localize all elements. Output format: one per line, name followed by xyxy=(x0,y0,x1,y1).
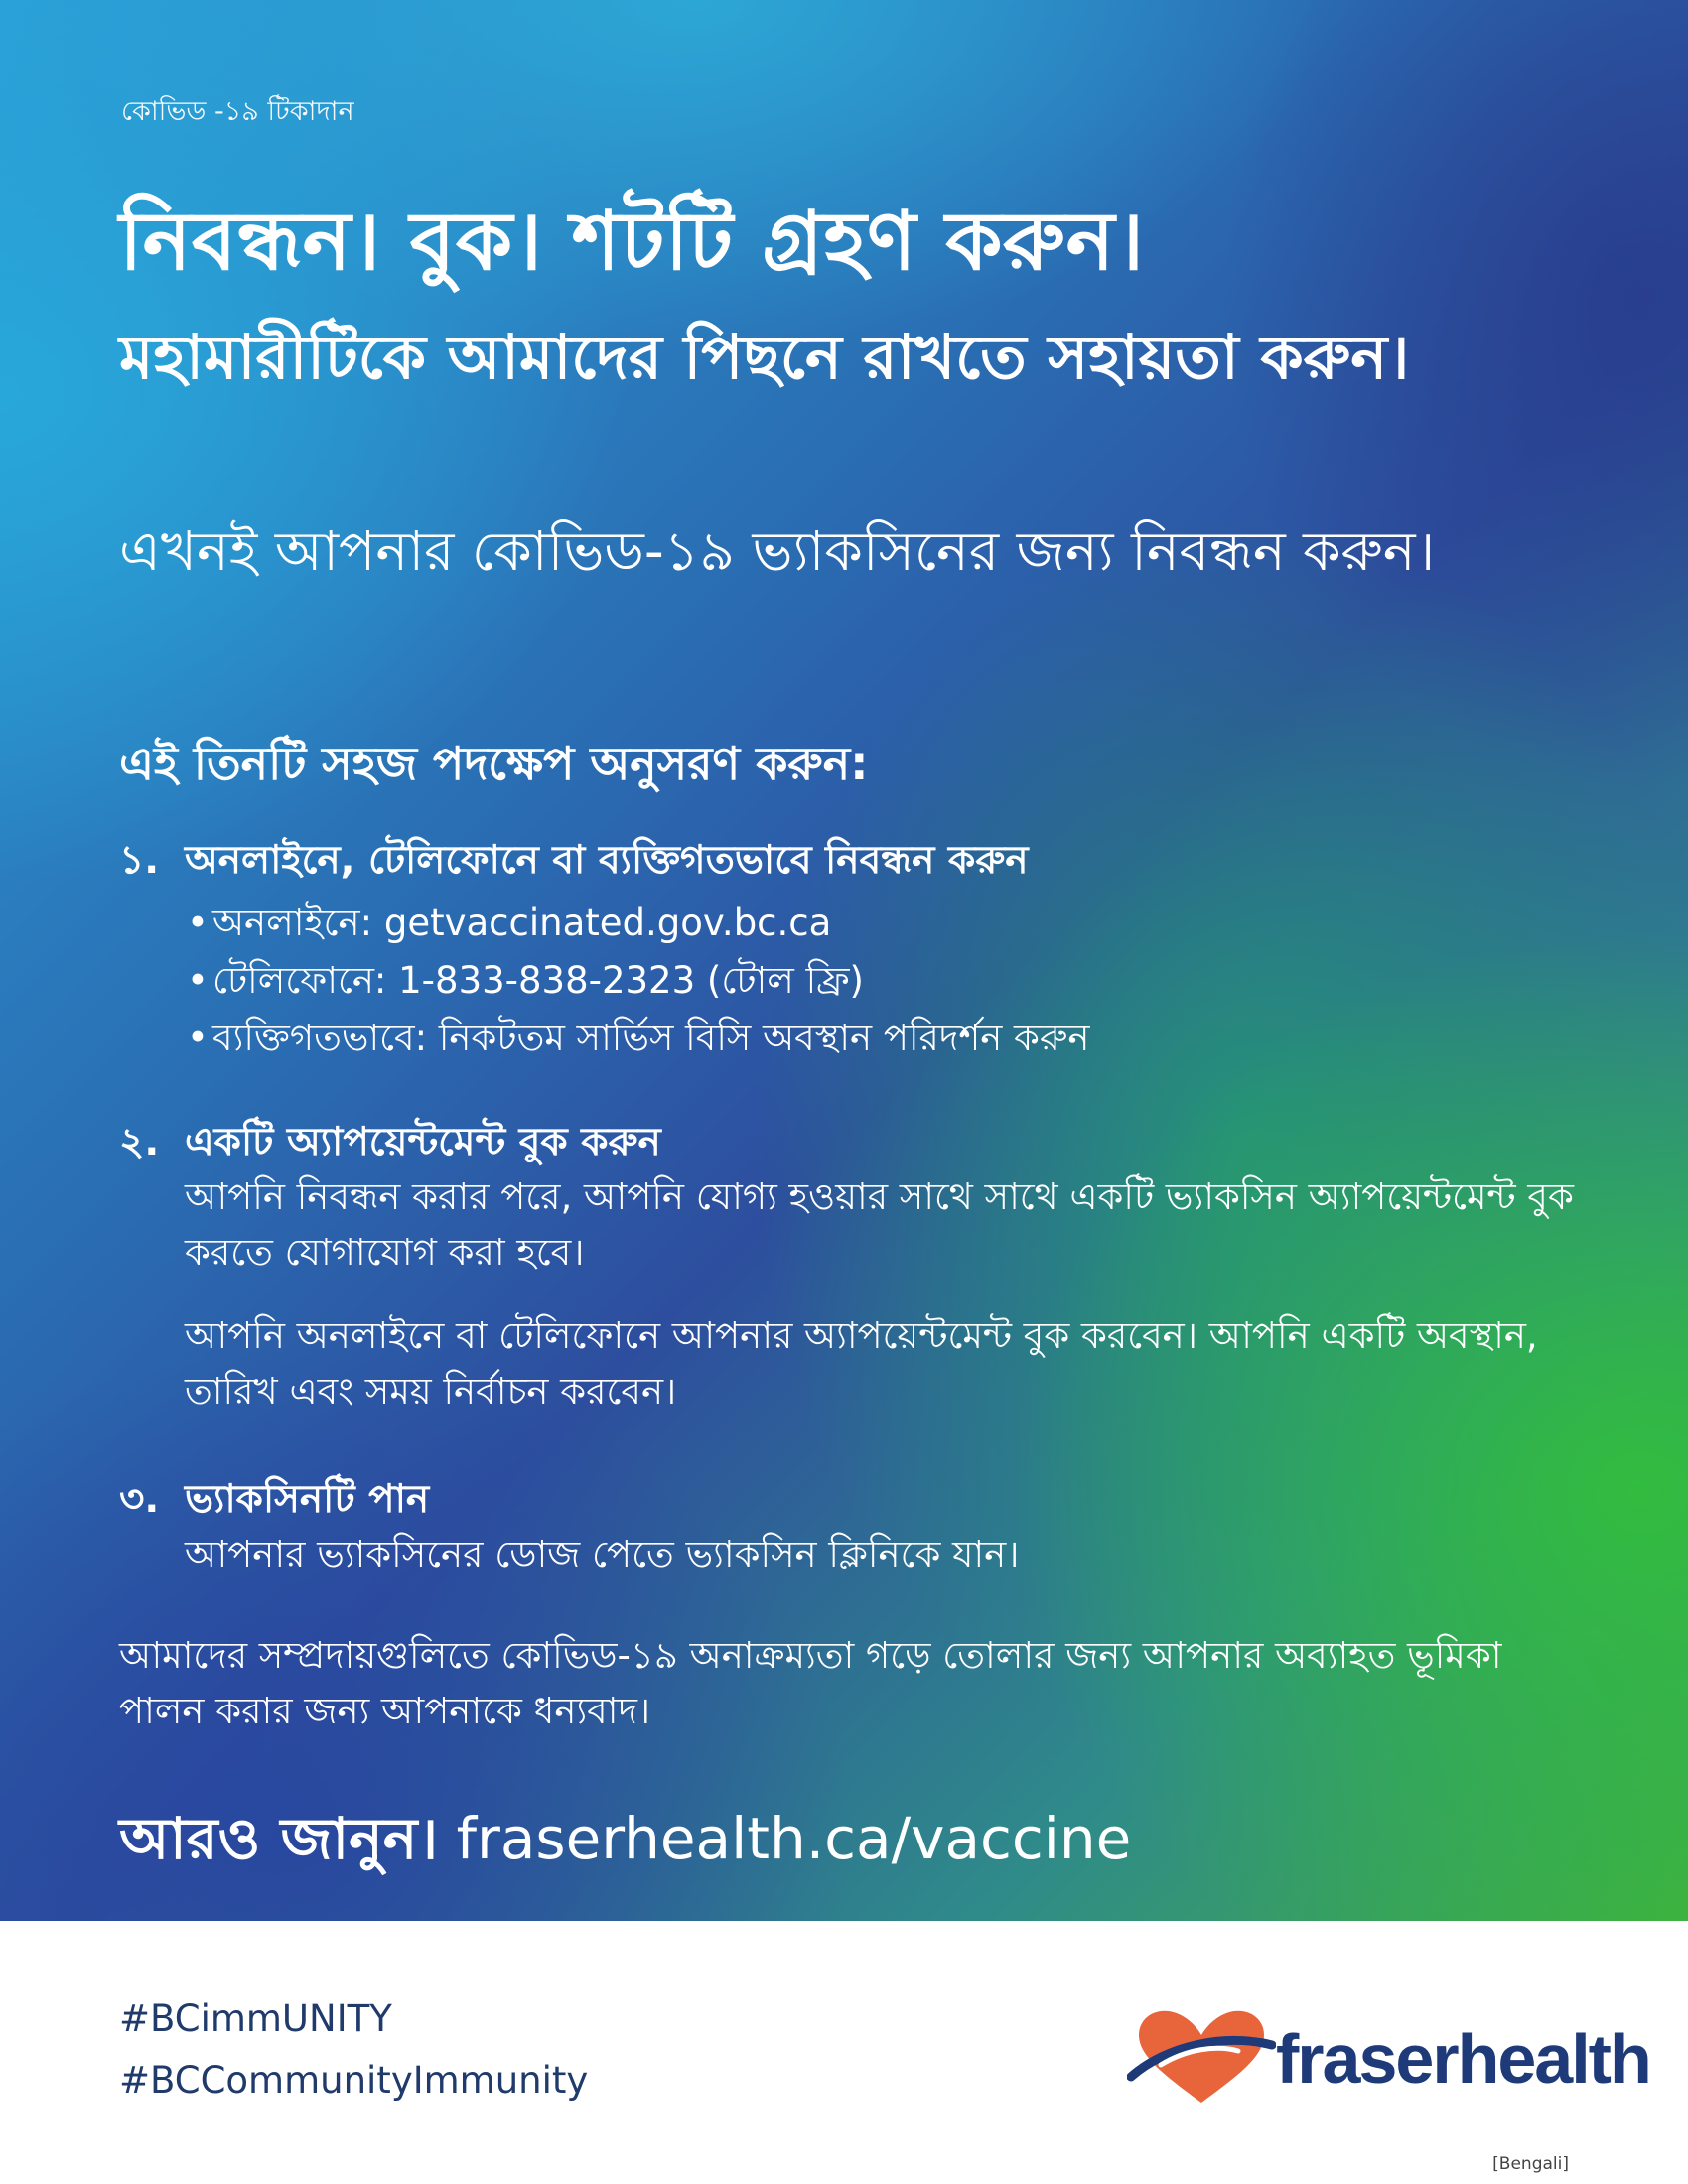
bullet-phone-text: টেলিফোনে: 1-833-838-2323 (টোল ফ্রি) xyxy=(212,959,864,1002)
step-2-paragraph-1: আপনি নিবন্ধন করার পরে, আপনি যোগ্য হওয়ার সাথে সাথে একটি ভ্যাকসিন অ্যাপয়েন্টমেন্ট বুক করতে যোগাযোগ করা হবে। xyxy=(185,1175,1574,1274)
bullet-online-text: অনলাইনে: getvaccinated.gov.bc.ca xyxy=(212,901,832,944)
step-3-title: ভ্যাকসিনটি পান xyxy=(185,1477,430,1522)
step-1-number: ১. xyxy=(119,838,160,883)
learn-more-label: আরও জানুন। xyxy=(119,1805,439,1872)
intro-text: এখনই আপনার কোভিড-১৯ ভ্যাকসিনের জন্য নিবন্ধন করুন। xyxy=(119,519,1436,583)
step-2-paragraph-2: আপনি অনলাইনে বা টেলিফোনে আপনার অ্যাপয়েন্টমেন্ট বুক করবেন। আপনি একটি অবস্থান, তারিখ এবং সময় নির্বাচন করবেন। xyxy=(185,1314,1538,1413)
bullet-dot: • xyxy=(187,1017,209,1059)
learn-more xyxy=(119,1795,1131,1891)
brand-wordmark: fraserhealth xyxy=(1276,2020,1650,2098)
hashtag-bcimmunity: #BCimmUNITY xyxy=(119,1997,392,2040)
step-3-paragraph: আপনার ভ্যাকসিনের ডোজ পেতে ভ্যাকসিন ক্লিনিকে যান। xyxy=(185,1533,1020,1575)
bullet-in-person-text: ব্যক্তিগতভাবে: নিকটতম সার্ভিস বিসি অবস্থান পরিদর্শন করুন xyxy=(212,1017,1090,1059)
language-tag: [Bengali] xyxy=(1492,2154,1569,2174)
fraserhealth-logo xyxy=(1127,2005,1650,2110)
bullet-dot: • xyxy=(187,959,209,1002)
kicker: কোভিড -১৯ টিকাদান xyxy=(121,96,354,127)
step-2-title: একটি অ্যাপয়েন্টমেন্ট বুক করুন xyxy=(185,1120,661,1164)
step-1-title: অনলাইনে, টেলিফোনে বা ব্যক্তিগতভাবে নিবন্ধন করুন xyxy=(185,838,1029,883)
bullet-online xyxy=(187,893,831,956)
subheadline: মহামারীটিকে আমাদের পিছনে রাখতে সহায়তা করুন। xyxy=(119,321,1410,393)
heart-logo-icon xyxy=(1127,2005,1276,2110)
learn-more-link[interactable]: fraserhealth.ca/vaccine xyxy=(456,1805,1132,1872)
steps-title: এই তিনটি সহজ পদক্ষেপ অনুসরণ করুন: xyxy=(119,737,869,790)
bullet-in-person xyxy=(187,1009,1089,1071)
hashtag-bccommunityimmunity: #BCCommunityImmunity xyxy=(119,2059,589,2102)
bullet-dot: • xyxy=(187,901,209,944)
bullet-phone xyxy=(187,951,864,1014)
thank-you-text: আমাদের সম্প্রদায়গুলিতে কোভিড-১৯ অনাক্রম্যতা গড়ে তোলার জন্য আপনার অব্যাহত ভূমিকা পালন করার জন্য আপনাকে ধন্যবাদ। xyxy=(119,1634,1502,1732)
headline: নিবন্ধন। বুক। শটটি গ্রহণ করুন। xyxy=(119,195,1145,289)
step-3-number: ৩. xyxy=(119,1477,160,1522)
step-2-number: ২. xyxy=(119,1120,160,1164)
